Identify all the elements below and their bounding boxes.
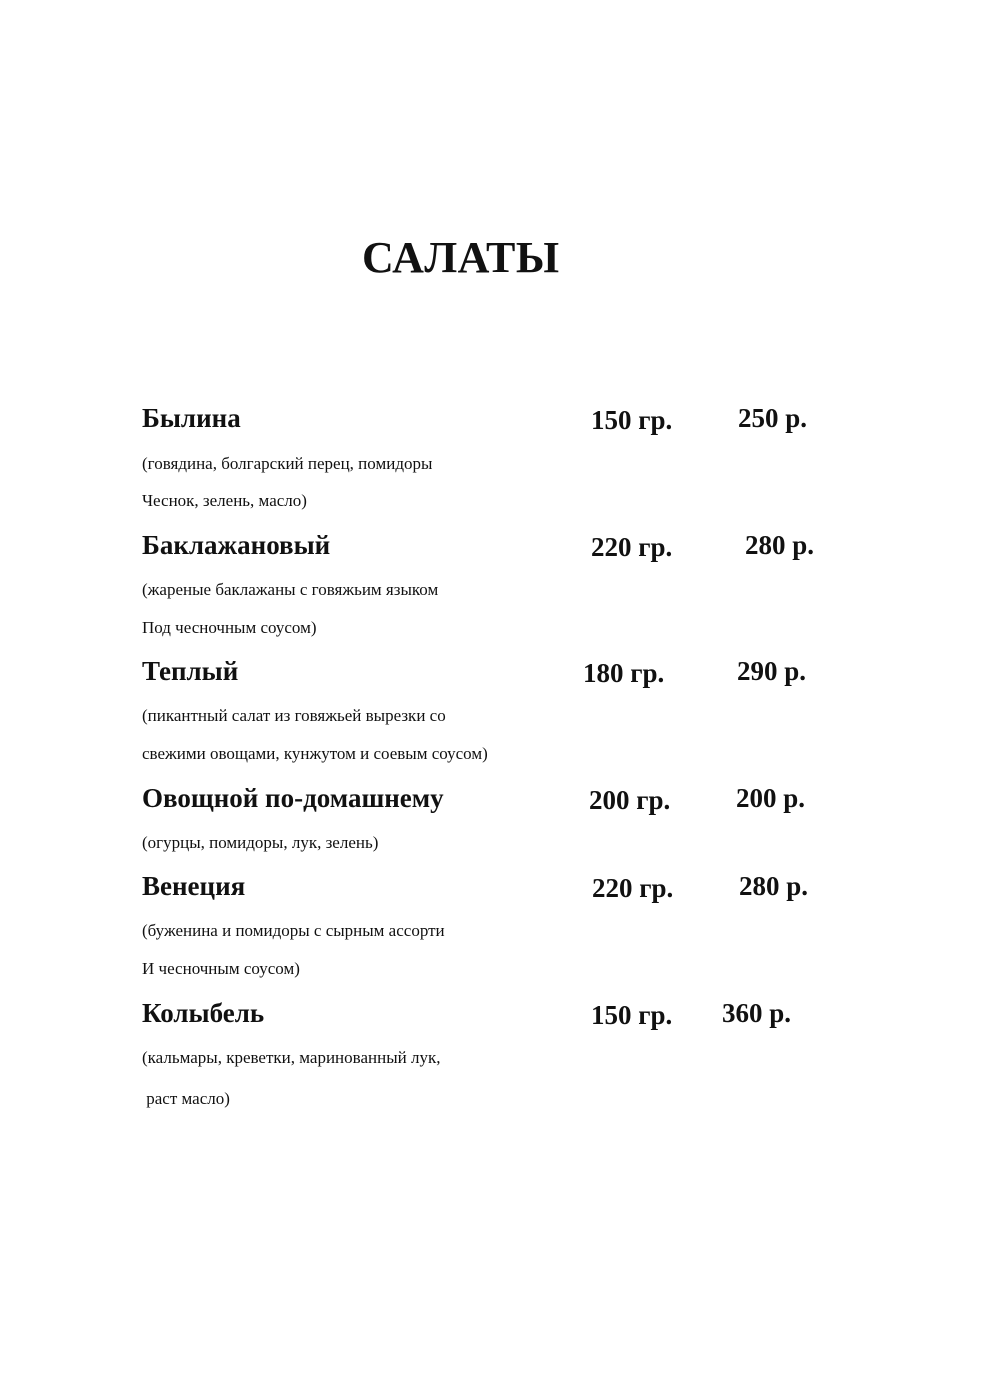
dish-description-line: (говядина, болгарский перец, помидоры [142, 454, 433, 473]
page-title: САЛАТЫ [362, 233, 560, 282]
dish-description-line: свежими овощами, кунжутом и соевым соусом) [142, 744, 488, 763]
dish-price: 290 р. [737, 656, 807, 686]
dish-description-line: (огурцы, помидоры, лук, зелень) [142, 833, 379, 852]
dish-description-line: раст масло) [142, 1089, 230, 1108]
dish-description-line: (кальмары, креветки, маринованный лук, [142, 1048, 441, 1067]
dish-weight: 220 гр. [591, 532, 673, 562]
dish-price: 250 р. [738, 403, 808, 433]
dish-description-line: И чесночным соусом) [142, 959, 300, 978]
dish-weight: 180 гр. [583, 658, 665, 688]
dish-name: Былина [142, 403, 241, 433]
dish-name: Теплый [142, 656, 239, 686]
dish-description-line: Чеснок, зелень, масло) [142, 491, 307, 510]
dish-description-line: (жареные баклажаны с говяжьим языком [142, 580, 439, 599]
dish-description-line: (пикантный салат из говяжьей вырезки со [142, 706, 446, 725]
dish-weight: 150 гр. [591, 1000, 673, 1030]
dish-weight: 150 гр. [591, 405, 673, 435]
dish-weight: 200 гр. [589, 785, 671, 815]
dish-price: 200 р. [736, 783, 806, 813]
dish-name: Овощной по-домашнему [142, 783, 444, 813]
dish-description-line: Под чесночным соусом) [142, 618, 317, 637]
dish-name: Баклажановый [142, 530, 331, 560]
dish-name: Колыбель [142, 998, 265, 1028]
dish-name: Венеция [142, 871, 246, 901]
dish-price: 280 р. [745, 530, 815, 560]
dish-price: 280 р. [739, 871, 809, 901]
dish-weight: 220 гр. [592, 873, 674, 903]
dish-price: 360 р. [722, 998, 792, 1028]
dish-description-line: (буженина и помидоры с сырным ассорти [142, 921, 445, 940]
